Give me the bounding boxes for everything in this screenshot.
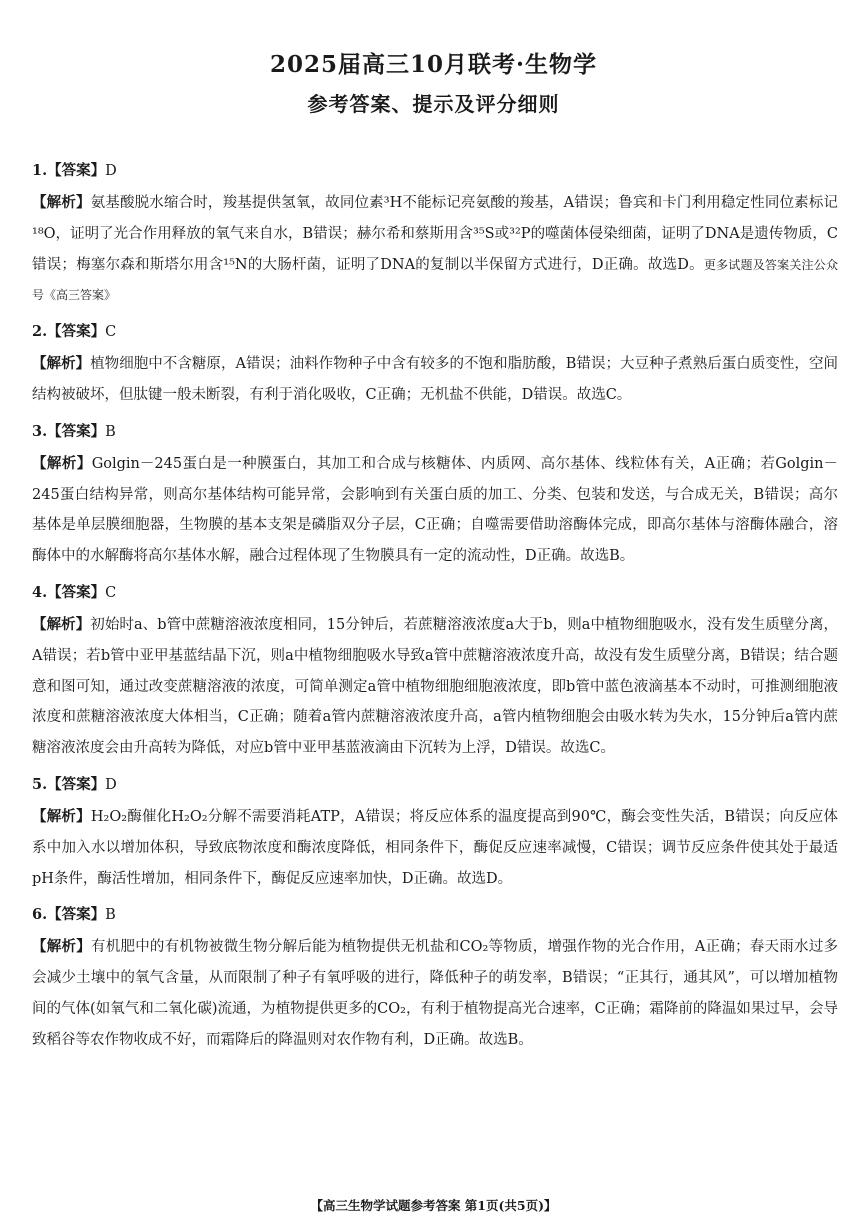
answer-line (32, 160, 838, 182)
page-subtitle: 参考答案、提示及评分细则 (307, 92, 560, 116)
explanation-label: 【解析】 (32, 615, 91, 633)
question-block (32, 421, 838, 572)
answer-label: 4.【答案】 (32, 583, 106, 601)
answer-value: C (105, 324, 117, 341)
page-footer: 【高三生物学试题参考答案 第1页(共5页)】 (310, 1198, 557, 1213)
answer-label: 5.【答案】 (32, 775, 106, 793)
explanation-text: 植物细胞中不含糖原，A错误；油料作物种子中含有较多的不饱和脂肪酸，B错误；大豆种子煮熟后蛋白质变性，空间结构被破坏，但肽键一般未断裂，有利于消化吸收，C正确；无机盐不供能，D错误。故选C。 (32, 356, 839, 403)
explanation-paragraph (32, 610, 838, 764)
explanation-text: 初始时a、b管中蔗糖溶液浓度相同，15分钟后，若蔗糖溶液浓度a大于b，则a中植物细胞吸水，没有发生质壁分离，A错误；若b管中亚甲基蓝结晶下沉，则a中植物细胞吸水导致a管中蔗糖溶液浓度升高，故没有发生质壁分离，B错误；结合题意和图可知，通过改变蔗糖溶液的浓度，可简单测定a管中植物细胞细胞液浓度，即b管中蓝色液滴基本不动时，可推测细胞液浓度和蔗糖溶液浓度大体相当，C正确；随着a管内蔗糖溶液浓度升高，a管内植物细胞会由吸水转为失水，15分钟后a管内蔗糖溶液浓度会由升高转为降低，对应b管中亚甲基蓝液滴由下沉转为上浮，D错误。故选C。 (32, 616, 839, 757)
answer-value: D (105, 163, 117, 179)
explanation-text: Golgin－245蛋白是一种膜蛋白，其加工和合成与核糖体、内质网、高尔基体、线粒体有关，A正确；若Golgin－245蛋白结构异常，则高尔基体结构可能异常，会影响到有关蛋白质的加工、分类、包装和发送，与合成无关，B错误；高尔基体是单层膜细胞器，生物膜的基本支架是磷脂双分子层，C正确；自噬需要借助溶酶体完成，即高尔基体与溶酶体融合，溶酶体中的水解酶将高尔基体水解，融合过程体现了生物膜具有一定的流动性，D正确。故选B。 (32, 455, 839, 565)
answer-line (32, 774, 838, 796)
answer-label: 1.【答案】 (32, 162, 106, 179)
question-block (32, 774, 838, 894)
answer-value: C (105, 584, 117, 601)
explanation-label: 【解析】 (32, 355, 91, 373)
question-block (32, 582, 838, 764)
answer-line (32, 321, 838, 343)
answer-label: 3.【答案】 (32, 422, 106, 440)
page-title: 2025届高三10月联考·生物学 (269, 51, 598, 78)
explanation-text: 氨基酸脱水缩合时，羧基提供氢氧，故同位素³H不能标记亮氨酸的羧基，A错误；鲁宾和卡门利用稳定性同位素标记¹⁸O，证明了光合作用释放的氧气来自水，B错误；赫尔希和蔡斯用含³⁵S或³²P的噬菌体侵染细菌，证明了DNA是遗传物质，C错误；梅塞尔森和斯塔尔用含¹⁵N的大肠杆菌，证明了DNA的复制以半保留方式进行，D正确。故选D。 (32, 195, 838, 273)
explanation-paragraph (32, 449, 838, 572)
answer-value: D (105, 776, 117, 793)
answers-content (32, 160, 838, 1066)
explanation-paragraph (32, 188, 838, 311)
answer-value: B (105, 907, 116, 924)
promo-note: 更多试题及答案关注公众号《高三答案》 (32, 257, 838, 303)
answer-line (32, 582, 838, 604)
answer-line (32, 421, 838, 443)
explanation-text: 有机肥中的有机物被微生物分解后能为植物提供无机盐和CO₂等物质，增强作物的光合作用，A正确；春天雨水过多会减少土壤中的氧气含量，从而限制了种子有氧呼吸的进行，降低种子的萌发率，B错误；“正其行，通其风”，可以增加植物间的气体(如氧气和二氧化碳)流通，为植物提供更多的CO₂，有利于植物提高光合速率，C正确；霜降前的降温如果过早，会导致稻谷等农作物收成不好，而霜降后的降温则对农作物有利，D正确。故选B。 (32, 939, 839, 1048)
explanation-label: 【解析】 (32, 807, 91, 825)
answer-label: 2.【答案】 (32, 323, 106, 341)
question-block (32, 160, 838, 311)
explanation-paragraph (32, 932, 838, 1055)
question-block (32, 321, 838, 411)
answer-value: B (105, 423, 116, 440)
answer-line (32, 904, 838, 926)
explanation-paragraph (32, 802, 838, 894)
explanation-paragraph (32, 349, 838, 411)
explanation-label: 【解析】 (32, 454, 92, 472)
explanation-text: H₂O₂酶催化H₂O₂分解不需要消耗ATP，A错误；将反应体系的温度提高到90℃，酶会变性失活，B错误；向反应体系中加入水以增加体积，导致底物浓度和酶浓度降低，相同条件下，酶促反应速率减慢，C错误；调节反应条件使其处于最适pH条件，酶活性增加，相同条件下，酶促反应速率加快，D正确。故选D。 (32, 808, 839, 887)
question-block (32, 904, 838, 1055)
answer-label: 6.【答案】 (32, 906, 106, 924)
explanation-label: 【解析】 (32, 194, 91, 211)
explanation-label: 【解析】 (32, 938, 91, 956)
